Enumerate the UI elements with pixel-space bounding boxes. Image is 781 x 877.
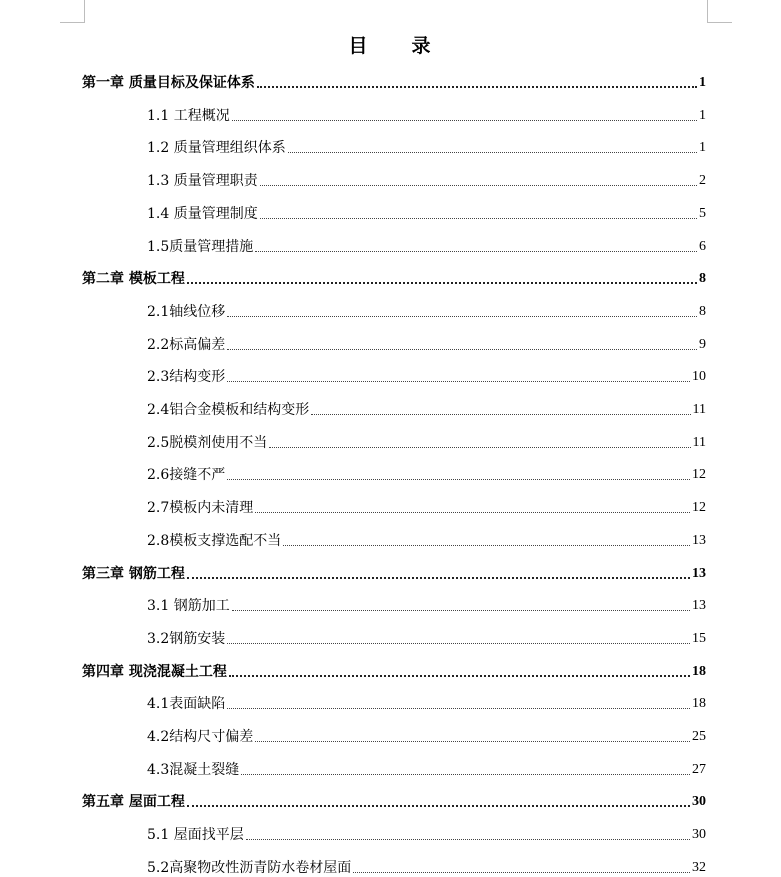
- toc-page-number: 1: [699, 140, 706, 156]
- toc-dot-leader: [269, 447, 690, 448]
- toc-section-entry[interactable]: [147, 464, 706, 484]
- toc-entry-label: 第三章 钢筋工程: [82, 565, 185, 582]
- toc-entry-label: 2.8模板支撑选配不当: [147, 532, 282, 549]
- toc-dot-leader: [187, 805, 690, 807]
- toc-entry-label: 4.1表面缺陷: [147, 696, 226, 713]
- toc-section-entry[interactable]: [147, 301, 706, 321]
- toc-entry-label: 3.2钢筋安装: [147, 630, 226, 647]
- toc-page-number: 10: [692, 369, 706, 385]
- toc-page-number: 13: [692, 598, 706, 614]
- toc-entry-label: 1.5质量管理措施: [147, 238, 254, 255]
- toc-dot-leader: [227, 708, 690, 709]
- toc-page-number: 13: [692, 532, 706, 548]
- toc-entry-label: 2.4铝合金模板和结构变形: [147, 402, 310, 418]
- toc-dot-leader: [255, 251, 697, 252]
- toc-section-entry[interactable]: [147, 170, 706, 190]
- toc-page-number: 13: [692, 565, 706, 581]
- toc-page-number: 11: [692, 402, 706, 417]
- toc-page-number: 18: [692, 696, 706, 712]
- toc-entry-label: 2.6接缝不严: [147, 467, 226, 484]
- toc-dot-leader: [241, 774, 690, 775]
- toc-entry-label: 2.1轴线位移: [147, 303, 226, 320]
- toc-entry-label: 2.7模板内未清理: [147, 500, 254, 517]
- toc-page-number: 11: [692, 434, 706, 450]
- toc-dot-leader: [187, 282, 697, 284]
- toc-entry-label: 5.1 屋面找平层: [147, 827, 244, 844]
- toc-entry-label: 4.2结构尺寸偏差: [147, 729, 254, 745]
- toc-section-entry[interactable]: [147, 726, 706, 746]
- toc-dot-leader: [227, 316, 697, 317]
- toc-dot-leader: [227, 349, 697, 350]
- toc-chapter-entry[interactable]: [82, 563, 706, 583]
- toc-dot-leader: [353, 872, 690, 873]
- toc-entry-label: 1.4 质量管理制度: [147, 205, 258, 222]
- toc-title: [0, 31, 781, 58]
- toc-section-entry[interactable]: [147, 137, 706, 157]
- toc-entry-label: 2.5脱模剂使用不当: [147, 434, 268, 451]
- toc-page-number: 8: [699, 303, 706, 319]
- toc-title-char-1: 目: [348, 35, 370, 57]
- toc-dot-leader: [311, 414, 690, 415]
- toc-section-entry[interactable]: [147, 497, 706, 517]
- toc-section-entry[interactable]: [147, 334, 706, 354]
- toc-page-number: 9: [699, 336, 706, 352]
- toc-chapter-entry[interactable]: [82, 268, 706, 288]
- toc-entry-label: 第二章 模板工程: [82, 271, 185, 288]
- toc-entry-label: 1.1 工程概况: [147, 107, 230, 124]
- toc-chapter-entry[interactable]: [82, 661, 706, 681]
- toc-section-entry[interactable]: [147, 693, 706, 713]
- margin-corner-mark-right: [707, 0, 732, 23]
- toc-dot-leader: [255, 741, 690, 742]
- toc-page-number: 27: [692, 761, 706, 777]
- toc-page-number: 30: [692, 827, 706, 843]
- toc-dot-leader: [227, 479, 690, 480]
- toc-entry-label: 第五章 屋面工程: [82, 794, 185, 811]
- toc-section-entry[interactable]: [147, 628, 706, 648]
- toc-entry-label: 第一章 质量目标及保证体系: [82, 75, 255, 91]
- toc-dot-leader: [232, 120, 697, 121]
- toc-section-entry[interactable]: [147, 236, 706, 256]
- toc-page-number: 2: [699, 173, 706, 189]
- toc-section-entry[interactable]: [147, 399, 706, 419]
- margin-corner-mark-left: [60, 0, 85, 23]
- toc-section-entry[interactable]: [147, 432, 706, 452]
- toc-dot-leader: [232, 610, 690, 611]
- toc-section-entry[interactable]: [147, 105, 706, 125]
- toc-chapter-entry[interactable]: [82, 72, 706, 92]
- toc-dot-leader: [257, 86, 697, 88]
- toc-section-entry[interactable]: [147, 366, 706, 386]
- toc-entry-label: 5.2高聚物改性沥青防水卷材屋面: [147, 859, 352, 876]
- toc-title-char-2: 录: [411, 35, 433, 57]
- toc-page-number: 18: [692, 663, 706, 679]
- toc-entry-label: 1.2 质量管理组织体系: [147, 140, 286, 157]
- toc-page-number: 5: [699, 205, 706, 221]
- toc-section-entry[interactable]: [147, 857, 706, 877]
- toc-page-number: 30: [692, 794, 706, 810]
- toc-dot-leader: [227, 381, 690, 382]
- toc-page-number: 8: [699, 271, 706, 287]
- toc-dot-leader: [283, 545, 690, 546]
- toc-page-number: 15: [692, 630, 706, 646]
- toc-dot-leader: [260, 218, 697, 219]
- toc-entry-label: 第四章 现浇混凝土工程: [82, 663, 227, 680]
- toc-entry-label: 2.3结构变形: [147, 369, 226, 386]
- toc-section-entry[interactable]: [147, 203, 706, 223]
- toc-page-number: 32: [692, 859, 706, 875]
- toc-page-number: 12: [692, 467, 706, 483]
- toc-entry-label: 1.3 质量管理职责: [147, 173, 258, 190]
- toc-dot-leader: [260, 185, 697, 186]
- toc-dot-leader: [187, 577, 690, 579]
- toc-entry-label: 4.3混凝土裂缝: [147, 761, 240, 778]
- toc-dot-leader: [255, 512, 690, 513]
- toc-section-entry[interactable]: [147, 824, 706, 844]
- toc-section-entry[interactable]: [147, 530, 706, 550]
- toc-page-number: 6: [699, 238, 706, 254]
- toc-dot-leader: [288, 152, 697, 153]
- toc-dot-leader: [227, 643, 690, 644]
- toc-entry-label: 3.1 钢筋加工: [147, 598, 230, 615]
- toc-page-number: 1: [699, 75, 706, 90]
- toc-entry-label: 2.2标高偏差: [147, 336, 226, 353]
- toc-dot-leader: [229, 675, 690, 677]
- toc-section-entry[interactable]: [147, 759, 706, 779]
- toc-section-entry[interactable]: [147, 595, 706, 615]
- toc-dot-leader: [246, 839, 690, 840]
- toc-page-number: 1: [699, 107, 706, 123]
- toc-page-number: 25: [692, 729, 706, 744]
- toc-page-number: 12: [692, 500, 706, 516]
- toc-chapter-entry[interactable]: [82, 791, 706, 811]
